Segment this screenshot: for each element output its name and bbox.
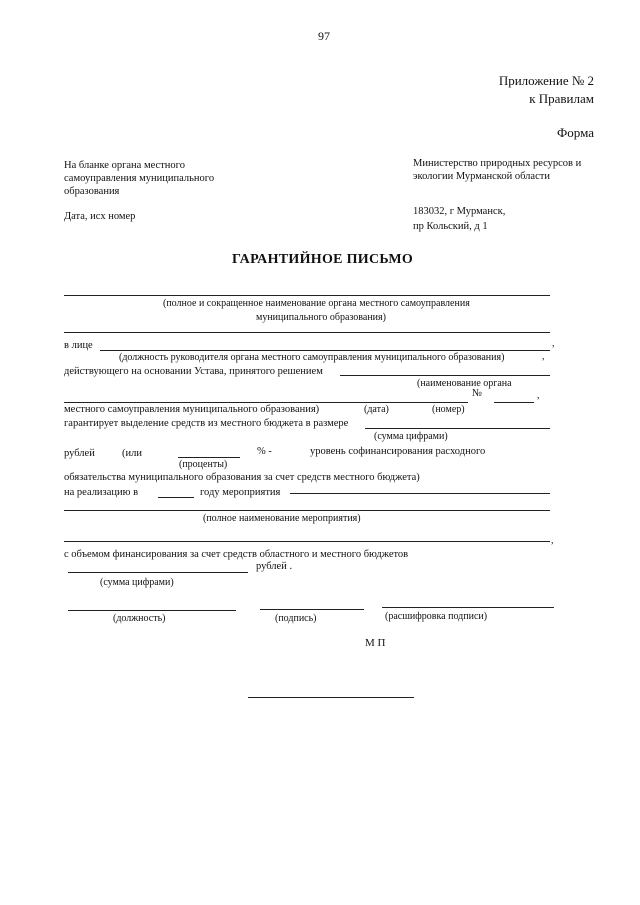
recipient-address-1: 183032, г Мурманск, — [413, 206, 506, 217]
realization-label: на реализацию в — [64, 487, 139, 498]
percent-sign: % - — [257, 446, 272, 457]
comma: , — [537, 390, 540, 401]
position-signature-line — [68, 610, 236, 611]
stamp-label: М П — [365, 637, 386, 649]
appendix-line-2: к Правилам — [529, 91, 594, 106]
number-line — [494, 402, 534, 403]
event-line-3 — [64, 541, 550, 542]
hint-sig-signature: (подпись) — [275, 613, 317, 624]
local-gov-text: местного самоуправления муниципального образования) — [64, 404, 320, 415]
recipient-address-2: пр Кольский, д 1 — [413, 221, 488, 232]
letterhead-line-3: образования — [64, 186, 120, 197]
rubles-dot-label: рублей . — [256, 561, 293, 572]
hint-event: (полное наименование мероприятия) — [203, 513, 361, 524]
event-line — [290, 493, 550, 494]
hint-org-body: (наименование органа — [417, 378, 512, 389]
signature-decode-line — [382, 607, 554, 608]
signature-line — [260, 609, 364, 610]
in-person-label: в лице — [64, 340, 93, 351]
hint-percent: (проценты) — [179, 459, 228, 470]
recipient-line-2: экологии Мурманской области — [413, 171, 550, 182]
hint-sum: (сумма цифрами) — [374, 431, 448, 442]
rubles-label: рублей — [64, 448, 95, 459]
obligation-text: обязательства муниципального образования за счет средств местного бюджета) — [64, 472, 420, 483]
position-line — [100, 350, 550, 351]
volume-text: с объемом финансирования за счет средств областного и местного бюджетов — [64, 549, 409, 560]
bottom-rule — [248, 697, 414, 698]
year-event-label: году мероприятия — [200, 487, 281, 498]
form-label: Форма — [557, 125, 594, 140]
org-body-line — [64, 402, 468, 403]
acting-basis-text: действующего на основании Устава, принятого решением — [64, 366, 323, 377]
or-label: (или — [122, 448, 142, 459]
cofinancing-text: уровень софинансирования расходного — [310, 446, 486, 457]
hint-org-name-1: (полное и сокращенное наименование органа местного самоуправления — [163, 298, 470, 309]
org-name-line-2 — [64, 332, 550, 333]
recipient-line-1: Министерство природных ресурсов и — [413, 158, 582, 169]
event-line-2 — [64, 510, 550, 511]
decision-line — [340, 375, 550, 376]
hint-position: (должность руководителя органа местного самоуправления муниципального образования) — [119, 352, 505, 363]
letterhead-line-1: На бланке органа местного — [64, 160, 185, 171]
letterhead-line-2: самоуправления муниципального — [64, 173, 215, 184]
year-line — [158, 497, 194, 498]
date-ref-label: Дата, исх номер — [64, 211, 136, 222]
comma: , — [552, 338, 555, 349]
volume-sum-line — [68, 572, 248, 573]
org-name-line — [64, 295, 550, 296]
page-number: 97 — [318, 29, 330, 43]
number-sign: № — [472, 388, 483, 399]
hint-date: (дата) — [364, 404, 389, 415]
hint-org-name-2: муниципального образования) — [256, 312, 386, 323]
hint-sum-2: (сумма цифрами) — [100, 577, 174, 588]
hint-number: (номер) — [432, 404, 465, 415]
percent-line — [178, 457, 240, 458]
hint-sig-position: (должность) — [113, 613, 166, 624]
hint-sig-decode: (расшифровка подписи) — [385, 611, 488, 622]
comma: , — [551, 535, 554, 546]
comma: , — [542, 351, 545, 362]
sum-line — [365, 428, 550, 429]
guarantee-text: гарантирует выделение средств из местного бюджета в размере — [64, 418, 349, 429]
appendix-line-1: Приложение № 2 — [498, 73, 594, 88]
document-title: ГАРАНТИЙНОЕ ПИСЬМО — [232, 252, 414, 267]
